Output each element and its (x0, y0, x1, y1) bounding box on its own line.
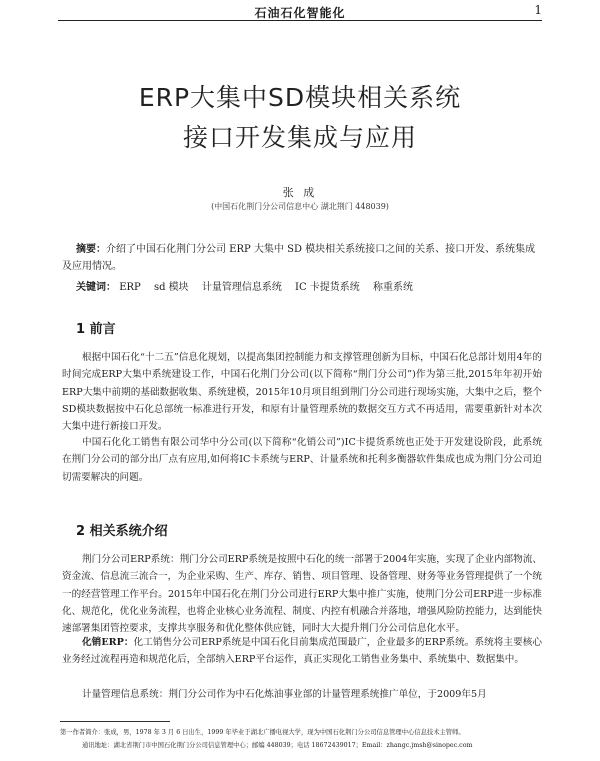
systems-paragraph-2 (62, 634, 542, 669)
abstract-label: 摘要： (76, 244, 106, 255)
author-affiliation: (中国石化荆门分公司信息中心 湖北荆门 448039) (211, 202, 389, 211)
intro-paragraph-2: 中国石化化工销售有限公司华中分公司(以下简称“化销公司”)IC卡提货系统也正处于开发建设阶段，此系统在荆门分公司的部分出厂点有应用,如何将IC卡系统与ERP、计量系统和托利多衡器软件集成也成为荆门分公司迫切需要解决的问题。 (62, 437, 542, 483)
systems-paragraph-3: 计量管理信息系统：荆门分公司作为中石化炼油事业部的计量管理系统推广单位，于2009年5月 (82, 689, 487, 700)
footnote-rule (60, 721, 170, 722)
footnote (60, 726, 550, 752)
section-heading-intro: 1 前言 (76, 322, 116, 337)
keyword-item: ERP (119, 282, 141, 293)
keywords-label: 关键词： (76, 282, 116, 293)
keyword-item: 计量管理信息系统 (201, 282, 282, 293)
keyword-item: sd 模块 (153, 282, 189, 293)
abstract-text: 介绍了中国石化荆门分公司 ERP 大集中 SD 模块相关系统接口之间的关系、接口开发、系统集成及应用情况。 (62, 244, 536, 272)
paper-title-line2: 接口开发集成与应用 (182, 123, 417, 152)
author-name: 张 成 (282, 186, 318, 199)
page-header (0, 0, 600, 22)
keyword-item: IC 卡提货系统 (295, 282, 360, 293)
section-heading-systems: 2 相关系统介绍 (76, 524, 168, 539)
header-rule (58, 20, 542, 21)
footnote-contact: 通讯地址：湖北省荆门市中国石化荆门分公司信息管理中心；邮编 448039；电话 18672439017；Email：zhangc.jmsh@sinopec.com (82, 742, 473, 749)
systems-paragraph-2-label: 化销ERP： (82, 637, 134, 648)
page-number: 1 (534, 3, 542, 17)
paper-title-line1: ERP大集中SD模块相关系统 (138, 83, 462, 112)
keyword-item: 称重系统 (373, 282, 413, 293)
keywords (76, 278, 540, 293)
abstract (62, 241, 540, 275)
systems-paragraph-1: 荆门分公司ERP系统：荆门分公司ERP系统是按照中石化的统一部署于2004年实施，实现了企业内部物流、资金流、信息流三流合一，为企业采购、生产、库存、销售、项目管理、设备管理、财务等业务管理提供了一个统一的经营管理工作平台。2015年中国石化在荆门分公司进行ERP大集中推广实施，使荆门分公司ERP进一步标准化、规范化，优化业务流程，也将企业核心业务流程、制度、内控有机融合并落地，增强风险防控能力，达到能快速部署集团管控要求，支撑共享服务和优化整体供应链，同时大大提升荆门分公司信息化水平。 (62, 554, 542, 635)
intro-paragraph-1: 根据中国石化“十二五”信息化规划，以提高集团控制能力和支撑管理创新为目标，中国石化总部计划用4年的时间完成ERP大集中系统建设工作，中国石化荆门分公司(以下简称“荆门分公司”)作为第三批,2015年年初开始ERP大集中前期的基础数据收集、系统建模，2015年10月项目组到荆门分公司进行现场实施，大集中之后，整个SD模块数据按中石化总部统一标准进行开发，和原有计量管理系统的数据交互方式不再适用，需要重新针对本次大集中进行新接口开发。 (62, 352, 542, 433)
systems-paragraph-2-text: 化工销售分公司ERP系统是中国石化目前集成范围最广，企业最多的ERP系统。系统将主要核心业务经过流程再造和规范化后，全部纳入ERP平台运作，真正实现化工销售业务集中、系统集中、数据集中。 (62, 637, 542, 666)
journal-name: 石油石化智能化 (254, 6, 346, 20)
footnote-author-bio: 第一作者简介：张成，男，1978 年 3 月 6 日出生，1999 年毕业于湖北广播电视大学，现为中国石化荆门分公司信息管理中心信息技术主管师。 (60, 729, 465, 736)
